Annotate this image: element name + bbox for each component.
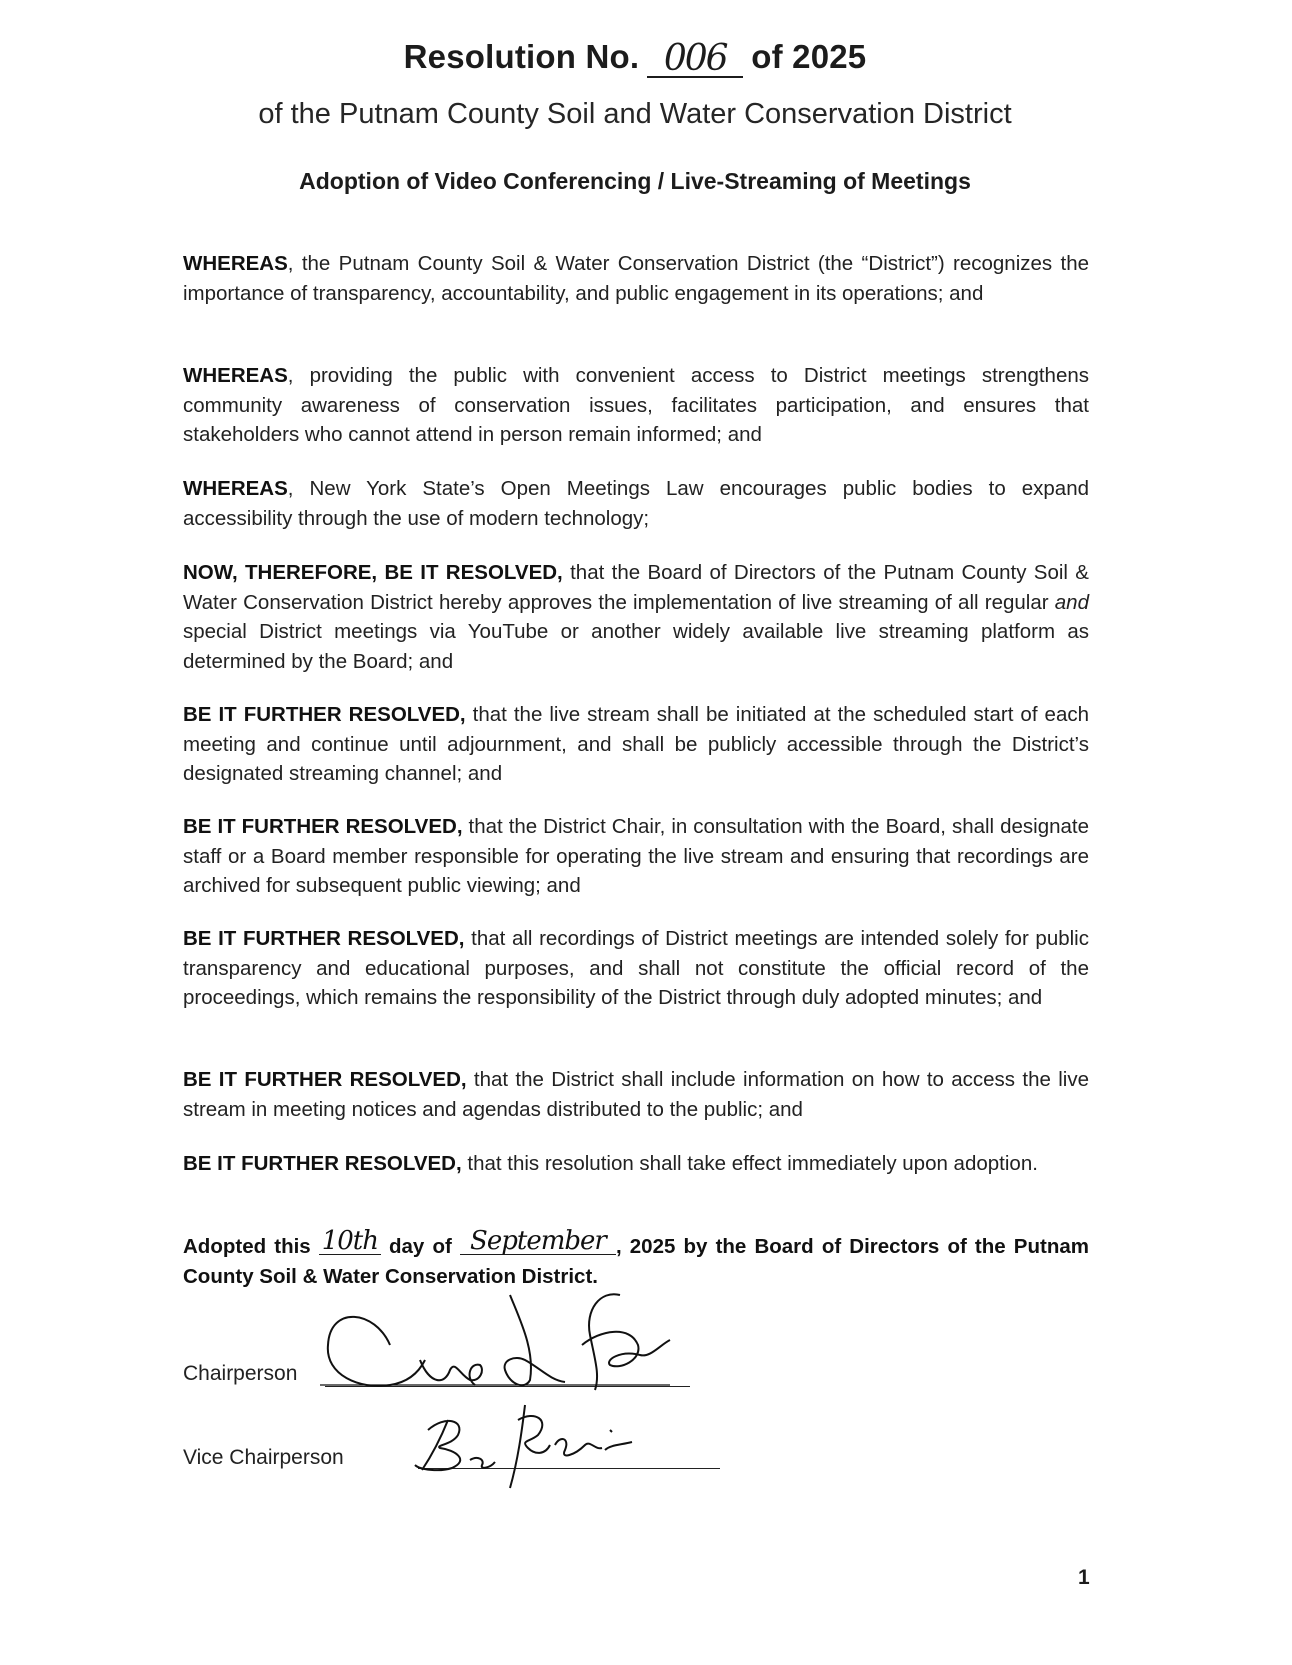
paragraph-text: , providing the public with convenient access to District meetings strengthens community awareness of conservation issues, facilitates participation, and ensures that stakeholders who cannot attend in person remain informed; and <box>183 364 1089 446</box>
vice-chairperson-signature <box>410 1400 650 1490</box>
paragraph-text: that the District Chair, in consultation with the Board, shall designate staff or a Board member responsible for operating the live stream and ensuring that recordings are archived for subsequent public viewing; and <box>183 815 1089 897</box>
resolved-paragraph-3 <box>183 812 1089 901</box>
paragraph-text: that all recordings of District meetings are intended solely for public transparency and educational purposes, and shall not constitute the official record of the proceedings, which remains the responsibility of the District through duly adopted minutes; and <box>183 927 1089 1009</box>
page-number: 1 <box>1078 1566 1090 1589</box>
paragraph-text: , the Putnam County Soil & Water Conservation District (the “District”) recognizes the importance of transparency, accountability, and public engagement in its operations; and <box>183 252 1089 305</box>
resolved-paragraph-5 <box>183 1065 1089 1124</box>
paragraph-text: that this resolution shall take effect immediately upon adoption. <box>461 1152 1038 1175</box>
paragraph-text: special District meetings via YouTube or another widely available live streaming platform as determined by the Board; and <box>183 620 1089 673</box>
whereas-paragraph-3 <box>183 474 1089 533</box>
page-subtitle: of the Putnam County Soil and Water Conservation District <box>258 98 1012 130</box>
adopted-day-handwritten: 10th <box>319 1228 381 1255</box>
adopted-text: Adopted this <box>183 1235 311 1258</box>
paragraph-lead: BE IT FURTHER RESOLVED, <box>183 927 465 950</box>
paragraph-lead: NOW, THEREFORE, BE IT RESOLVED, <box>183 561 563 584</box>
paragraph-text: that the live stream shall be initiated at the scheduled start of each meeting and continue until adjournment, and shall be publicly accessible through the District’s designated streaming channel; and <box>183 703 1089 785</box>
vice-chairperson-label: Vice Chairperson <box>183 1446 344 1469</box>
resolved-paragraph-6 <box>183 1149 1089 1179</box>
whereas-paragraph-2 <box>183 361 1089 450</box>
title-prefix: Resolution No. <box>403 38 640 75</box>
title-suffix: of 2025 <box>751 38 867 75</box>
adopted-text: day of <box>388 1235 452 1258</box>
resolution-heading: Adoption of Video Conferencing / Live-Streaming of Meetings <box>299 168 971 194</box>
resolved-paragraph-1 <box>183 558 1089 676</box>
paragraph-text: that the Board of Directors of the Putnam County Soil & Water Conservation District hereby approves the implementation of live streaming of all regular <box>183 561 1089 614</box>
paragraph-lead: WHEREAS <box>183 252 288 275</box>
resolved-paragraph-2 <box>183 700 1089 789</box>
paragraph-lead: BE IT FURTHER RESOLVED, <box>183 703 466 726</box>
adoption-statement <box>183 1226 1089 1292</box>
paragraph-text: , New York State’s Open Meetings Law encourages public bodies to expand accessibility through the use of modern technology; <box>183 477 1089 530</box>
paragraph-lead: BE IT FURTHER RESOLVED, <box>183 1068 467 1091</box>
paragraph-emphasis: and <box>1054 590 1089 614</box>
paragraph-lead: WHEREAS <box>183 477 288 500</box>
chairperson-signature <box>320 1290 700 1400</box>
paragraph-lead: BE IT FURTHER RESOLVED, <box>183 815 463 838</box>
paragraph-text: that the District shall include information on how to access the live stream in meeting notices and agendas distributed to the public; and <box>183 1068 1089 1121</box>
resolved-paragraph-4 <box>183 924 1089 1013</box>
paragraph-lead: BE IT FURTHER RESOLVED, <box>183 1152 462 1175</box>
page-title <box>0 38 1270 79</box>
adopted-text: , 2025 by the Board of Directors of the Putnam County Soil & Water Conservation District. <box>183 1235 1089 1288</box>
chairperson-label: Chairperson <box>183 1362 298 1385</box>
adopted-month-handwritten: September <box>460 1228 616 1255</box>
whereas-paragraph-1 <box>183 249 1089 308</box>
resolution-number-handwritten: 006 <box>647 42 743 78</box>
paragraph-lead: WHEREAS <box>183 364 288 387</box>
